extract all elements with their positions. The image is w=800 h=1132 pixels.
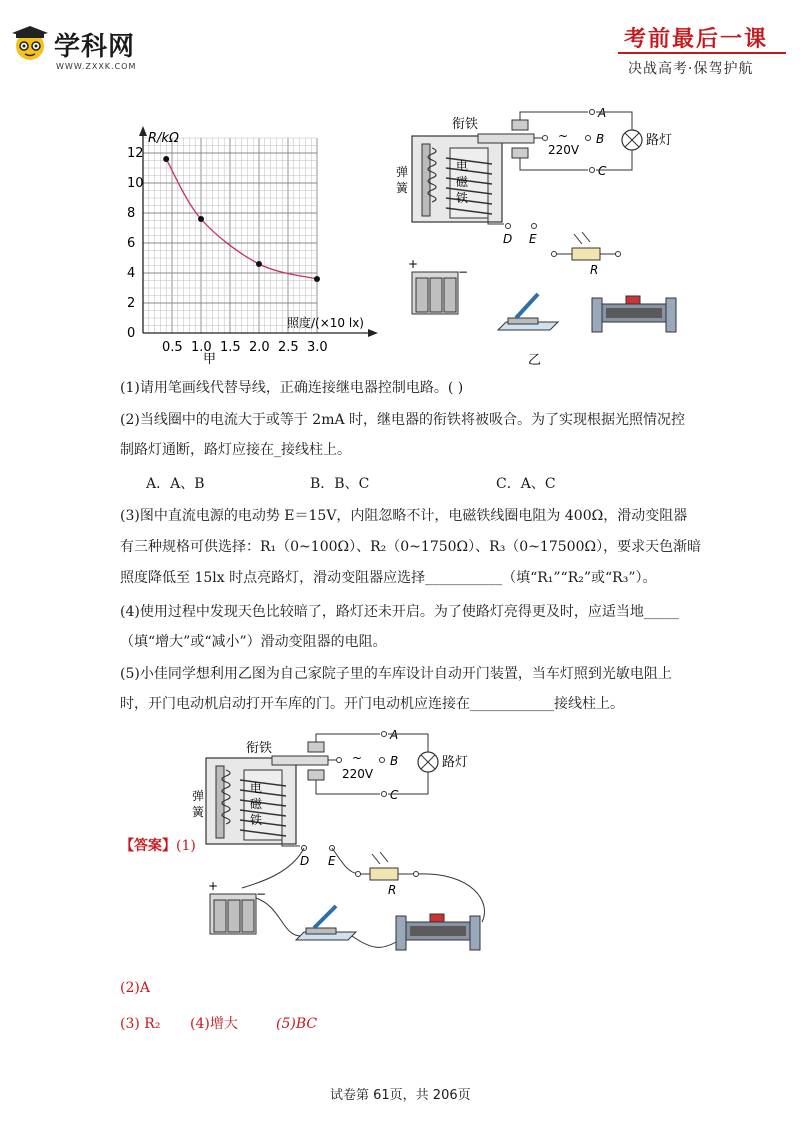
answer-battery-plus: + (208, 879, 219, 893)
resistance-illuminance-chart (110, 120, 390, 380)
brand-subtitle: 决战高考·保驾护航 (628, 61, 754, 77)
y-tick-label: 0 (127, 326, 136, 341)
header (0, 0, 800, 90)
brand-divider (618, 52, 786, 54)
electromagnet-label-2: 磁 (456, 175, 469, 189)
x-tick-label: 1.5 (220, 340, 241, 355)
question-4-line-2: （填“增大”或“减小”）滑动变阻器的电阻。 (120, 634, 387, 650)
spring-label-2: 簧 (396, 181, 409, 195)
data-point (314, 276, 320, 282)
x-axis-arrow (368, 329, 378, 337)
question-3-line-3: 照度降低至 15lx 时点亮路灯，滑动变阻器应选择___________（填“R₁”“R₂”或“R₃”）。 (120, 570, 657, 586)
battery-icon (412, 272, 458, 314)
question-2-option-a: A．A、B (146, 476, 205, 492)
question-3-line-1: (3)图中直流电源的电动势 E＝15V，内阻忽略不计，电磁铁线圈电阻为 400Ω，滑动变阻器 (120, 508, 688, 524)
y-tick-label: 10 (127, 176, 144, 191)
question-3-line-2: 有三种规格可供选择：R₁（0~100Ω）、R₂（0~1750Ω）、R₃（0~17500Ω），要求天色渐暗 (120, 539, 702, 555)
terminal-b: B (596, 132, 605, 146)
x-tick-label: 2.5 (278, 340, 299, 355)
data-point (256, 261, 262, 267)
terminal-a: A (598, 106, 607, 120)
answer-electromagnet-label-1: 电 (250, 781, 263, 795)
question-2-option-c: C．A、C (496, 476, 556, 492)
answer-terminal-a: A (390, 728, 399, 742)
x-tick-label: 3.0 (307, 340, 328, 355)
lamp-icon (622, 130, 642, 150)
spring-label-1: 弹 (396, 165, 409, 179)
answer-electromagnet-label-2: 磁 (250, 797, 263, 811)
x-tick-label: 0.5 (162, 340, 183, 355)
data-point (198, 216, 204, 222)
voltage-label: 220V (548, 143, 580, 157)
photoresistor-icon (552, 232, 621, 260)
y-tick-label: 12 (127, 146, 144, 161)
answer-electromagnet-label-3: 铁 (250, 813, 263, 827)
y-tick-label: 4 (127, 266, 136, 281)
terminal-e: E (529, 232, 537, 246)
rheostat-icon (592, 296, 676, 332)
y-tick-label: 8 (127, 206, 136, 221)
answer-5: (5)BC (276, 1016, 318, 1032)
switch-icon (498, 294, 558, 330)
question-2-option-b: B．B、C (310, 476, 370, 492)
logo-url: WWW.ZXXK.COM (56, 62, 137, 71)
answer-resistor-label: R (388, 883, 397, 897)
x-tick-label: 1.0 (191, 340, 212, 355)
answer-spring-label-2: 簧 (192, 805, 205, 819)
question-5-line-1: (5)小佳同学想利用乙图为自己家院子里的车库设计自动开门装置，当车灯照到光敏电阻上 (120, 666, 672, 682)
y-axis-label: R/kΩ (148, 131, 179, 146)
battery-plus: + (408, 257, 419, 271)
answer-1: (1) (176, 838, 196, 854)
data-point (163, 156, 169, 162)
terminal-d: D (503, 232, 513, 246)
answer-label: 【答案】 (120, 838, 176, 854)
answer-4: (4)增大 (190, 1016, 238, 1032)
answer-3: (3) R₂ (120, 1016, 161, 1032)
page-footer: 试卷第 61页，共 206页 (330, 1088, 471, 1103)
answer-label-row (120, 836, 196, 856)
y-tick-labels (127, 146, 144, 341)
answer-2: (2)A (120, 980, 150, 996)
ac-symbol: ~ (558, 129, 569, 143)
answer-ac-symbol: ~ (352, 751, 363, 765)
answer-terminal-c: C (390, 788, 399, 802)
x-tick-label: 2.0 (249, 340, 270, 355)
question-4-line-1: (4)使用过程中发现天色比较暗了，路灯还未开启。为了使路灯亮得更及时，应适当地_____ (120, 604, 679, 620)
circuit-caption: 乙 (528, 353, 542, 368)
logo-mascot-icon (10, 24, 50, 64)
answer-voltage-label: 220V (342, 767, 374, 781)
question-5-line-2: 时，开门电动机启动打开车库的门。开门电动机应连接在____________接线柱上。 (120, 696, 624, 712)
answer-spring-label-1: 弹 (192, 789, 205, 803)
answer-armature-label: 衔铁 (246, 741, 273, 756)
terminal-c: C (598, 164, 607, 178)
answer-terminal-d: D (300, 854, 310, 868)
x-axis-label: 照度/(×10 lx) (287, 316, 364, 330)
resistor-label: R (590, 263, 599, 277)
y-tick-label: 2 (127, 296, 136, 311)
y-axis-arrow (139, 126, 147, 136)
answer-terminal-b: B (390, 754, 399, 768)
answer-terminal-e: E (328, 854, 336, 868)
x-tick-labels (162, 340, 328, 355)
y-tick-label: 6 (127, 236, 136, 251)
question-2-line-2: 制路灯通断，路灯应接在_接线柱上。 (120, 442, 351, 458)
answer-lamp-label: 路灯 (442, 755, 469, 770)
question-1: (1)请用笔画线代替导线，正确连接继电器控制电路。( ) (120, 380, 464, 396)
electromagnet-label-1: 电 (456, 159, 469, 173)
answer-circuit-diagram (192, 722, 502, 962)
chart-caption: 甲 (203, 352, 217, 367)
armature-label: 衔铁 (452, 117, 479, 132)
battery-minus: − (458, 265, 469, 279)
lamp-label: 路灯 (646, 133, 673, 148)
armature (478, 134, 534, 143)
logo-text: 学科网 (54, 32, 136, 62)
question-2-line-1: (2)当线圈中的电流大于或等于 2mA 时，继电器的衔铁将被吸合。为了实现根据光照情况控 (120, 412, 686, 428)
electromagnet-label-3: 铁 (456, 191, 469, 205)
circuit-diagram-yi (396, 106, 690, 370)
answer-battery-minus: − (256, 887, 267, 901)
brand-title: 考前最后一课 (624, 26, 769, 52)
chart-grid (143, 138, 317, 333)
